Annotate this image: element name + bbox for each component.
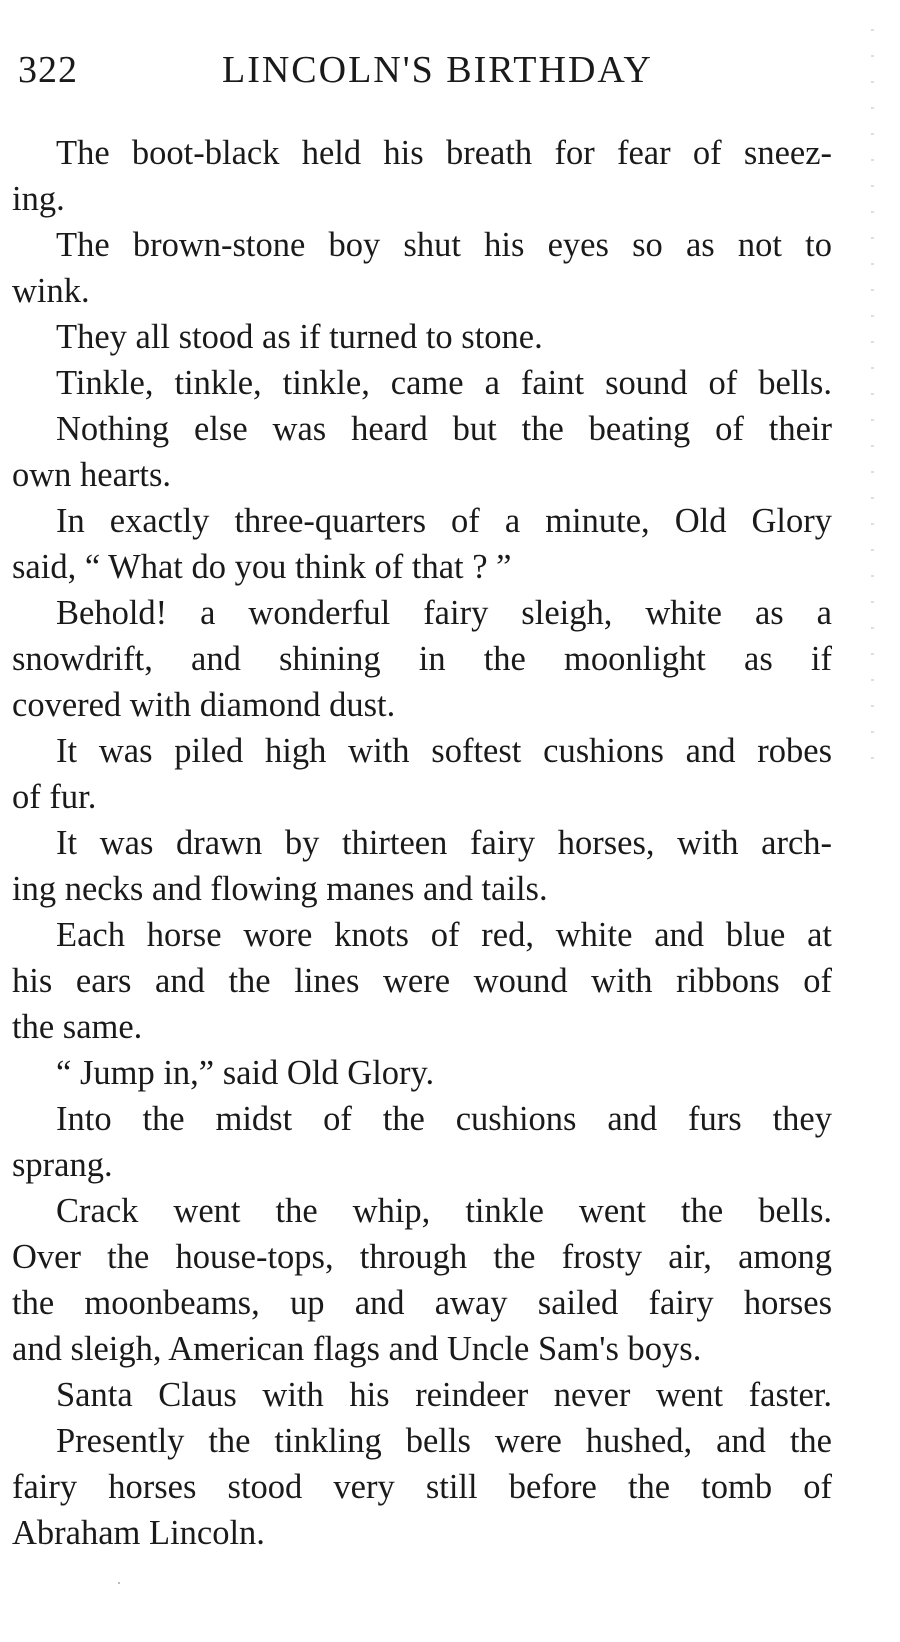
- text-line: Abraham Lincoln.: [12, 1514, 265, 1552]
- text-line: covered with diamond dust.: [12, 686, 396, 724]
- text-line: Over the house-tops, through the frosty air, among: [12, 1238, 832, 1276]
- text-line: Presently the tinkling bells were hushed, and the: [56, 1422, 832, 1460]
- text-line: fairy horses stood very still before the tomb of: [12, 1468, 832, 1506]
- text-line: sprang.: [12, 1146, 113, 1184]
- text-line: wink.: [12, 272, 90, 310]
- text-line: Nothing else was heard but the beating of their: [56, 410, 832, 448]
- text-line: Into the midst of the cushions and furs they: [56, 1100, 832, 1138]
- text-line: Santa Claus with his reindeer never went faster.: [56, 1376, 832, 1414]
- scan-speck: [118, 1582, 120, 1584]
- running-title: LINCOLN'S BIRTHDAY: [222, 49, 653, 91]
- text-line: own hearts.: [12, 456, 172, 494]
- text-line: the moonbeams, up and away sailed fairy horses: [12, 1284, 832, 1322]
- text-line: ing.: [12, 180, 65, 218]
- text-line: ing necks and flowing manes and tails.: [12, 870, 548, 908]
- text-line: of fur.: [12, 778, 97, 816]
- text-line: It was piled high with softest cushions and robes: [56, 732, 832, 770]
- text-line: the same.: [12, 1008, 143, 1046]
- text-line: Tinkle, tinkle, tinkle, came a faint sound of bells.: [56, 364, 832, 402]
- text-line: The brown-stone boy shut his eyes so as not to: [56, 226, 832, 264]
- page-edge-scan-artifact: [871, 20, 874, 780]
- text-line: Each horse wore knots of red, white and blue at: [56, 916, 832, 954]
- text-line: his ears and the lines were wound with ribbons of: [12, 962, 832, 1000]
- text-line: The boot-black held his breath for fear of sneez-: [56, 134, 832, 172]
- page-number: 322: [18, 49, 78, 91]
- text-line: said, “ What do you think of that ? ”: [12, 548, 512, 586]
- text-line: Crack went the whip, tinkle went the bells.: [56, 1192, 832, 1230]
- text-line: They all stood as if turned to stone.: [56, 318, 543, 356]
- text-line: It was drawn by thirteen fairy horses, with arch-: [56, 824, 832, 862]
- text-line: snowdrift, and shining in the moonlight as if: [12, 640, 832, 678]
- text-line: “ Jump in,” said Old Glory.: [56, 1054, 435, 1092]
- text-line: and sleigh, American flags and Uncle Sam's boys.: [12, 1330, 702, 1368]
- text-line: Behold! a wonderful fairy sleigh, white as a: [56, 594, 832, 632]
- body-text: [12, 130, 832, 1556]
- text-line: In exactly three-quarters of a minute, Old Glory: [56, 502, 832, 540]
